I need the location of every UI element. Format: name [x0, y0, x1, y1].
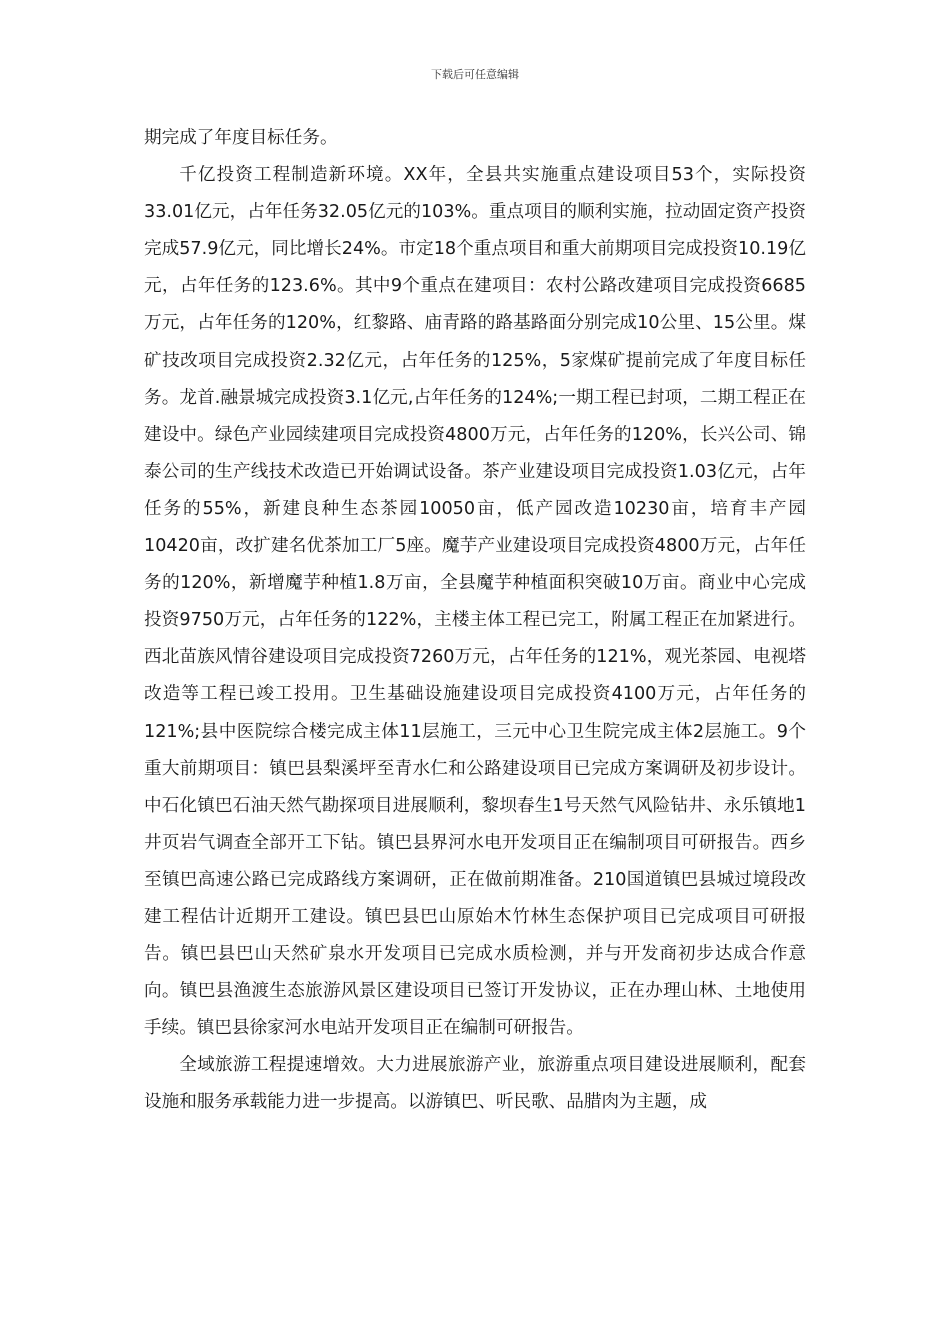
paragraph-tourism: 全域旅游工程提速增效。大力进展旅游产业，旅游重点项目建设进展顺利，配套设施和服务承载能力进一步提高。以游镇巴、听民歌、品腊肉为主题，成	[144, 1055, 806, 1113]
document-body	[144, 120, 806, 1122]
page-header: 下载后可任意编辑	[431, 68, 519, 81]
paragraph-continuation: 期完成了年度目标任务。	[144, 128, 338, 148]
paragraph-investment-projects: 千亿投资工程制造新环境。XX年，全县共实施重点建设项目53个，实际投资33.01亿元，占年任务32.05亿元的103%。重点项目的顺利实施，拉动固定资产投资完成57.9亿元，同比增长24%。市定18个重点项目和重大前期项目完成投资10.19亿元，占年任务的123.6%。其中9个重点在建项目：农村公路改建项目完成投资6685万元，占年任务的120%，红黎路、庙青路的路基路面分别完成10公里、15公里。煤矿技改项目完成投资2.32亿元，占年任务的125%，5家煤矿提前完成了年度目标任务。龙首.融景城完成投资3.1亿元,占年任务的124%;一期工程已封项，二期工程正在建设中。绿色产业园续建项目完成投资4800万元，占年任务的120%，长兴公司、锦泰公司的生产线技术改造已开始调试设备。茶产业建设项目完成投资1.03亿元，占年任务的55%，新建良种生态茶园10050亩，低产园改造10230亩，培育丰产园10420亩，改扩建名优茶加工厂5座。魔芋产业建设项目完成投资4800万元，占年任务的120%，新增魔芋种植1.8万亩，全县魔芋种植面积突破10万亩。商业中心完成投资9750万元，占年任务的122%，主楼主体工程已完工，附属工程正在加紧进行。西北苗族风情谷建设项目完成投资7260万元，占年任务的121%，观光茶园、电视塔改造等工程已竣工投用。卫生基础设施建设项目完成投资4100万元，占年任务的121%;县中医院综合楼完成主体11层施工，三元中心卫生院完成主体2层施工。9个重大前期项目：镇巴县梨溪坪至青水仁和公路建设项目已完成方案调研及初步设计。中石化镇巴石油天然气勘探项目进展顺利，黎坝春生1号天然气风险钻井、永乐镇地1井页岩气调查全部开工下钻。镇巴县界河水电开发项目正在编制项目可研报告。西乡至镇巴高速公路已完成路线方案调研，正在做前期准备。210国道镇巴县城过境段改建工程估计近期开工建设。镇巴县巴山原始木竹林生态保护项目已完成项目可研报告。镇巴县巴山天然矿泉水开发项目已完成水质检测，并与开发商初步达成合作意向。镇巴县渔渡生态旅游风景区建设项目已签订开发协议，正在办理山林、土地使用手续。镇巴县徐家河水电站开发项目正在编制可研报告。	[144, 165, 806, 1039]
